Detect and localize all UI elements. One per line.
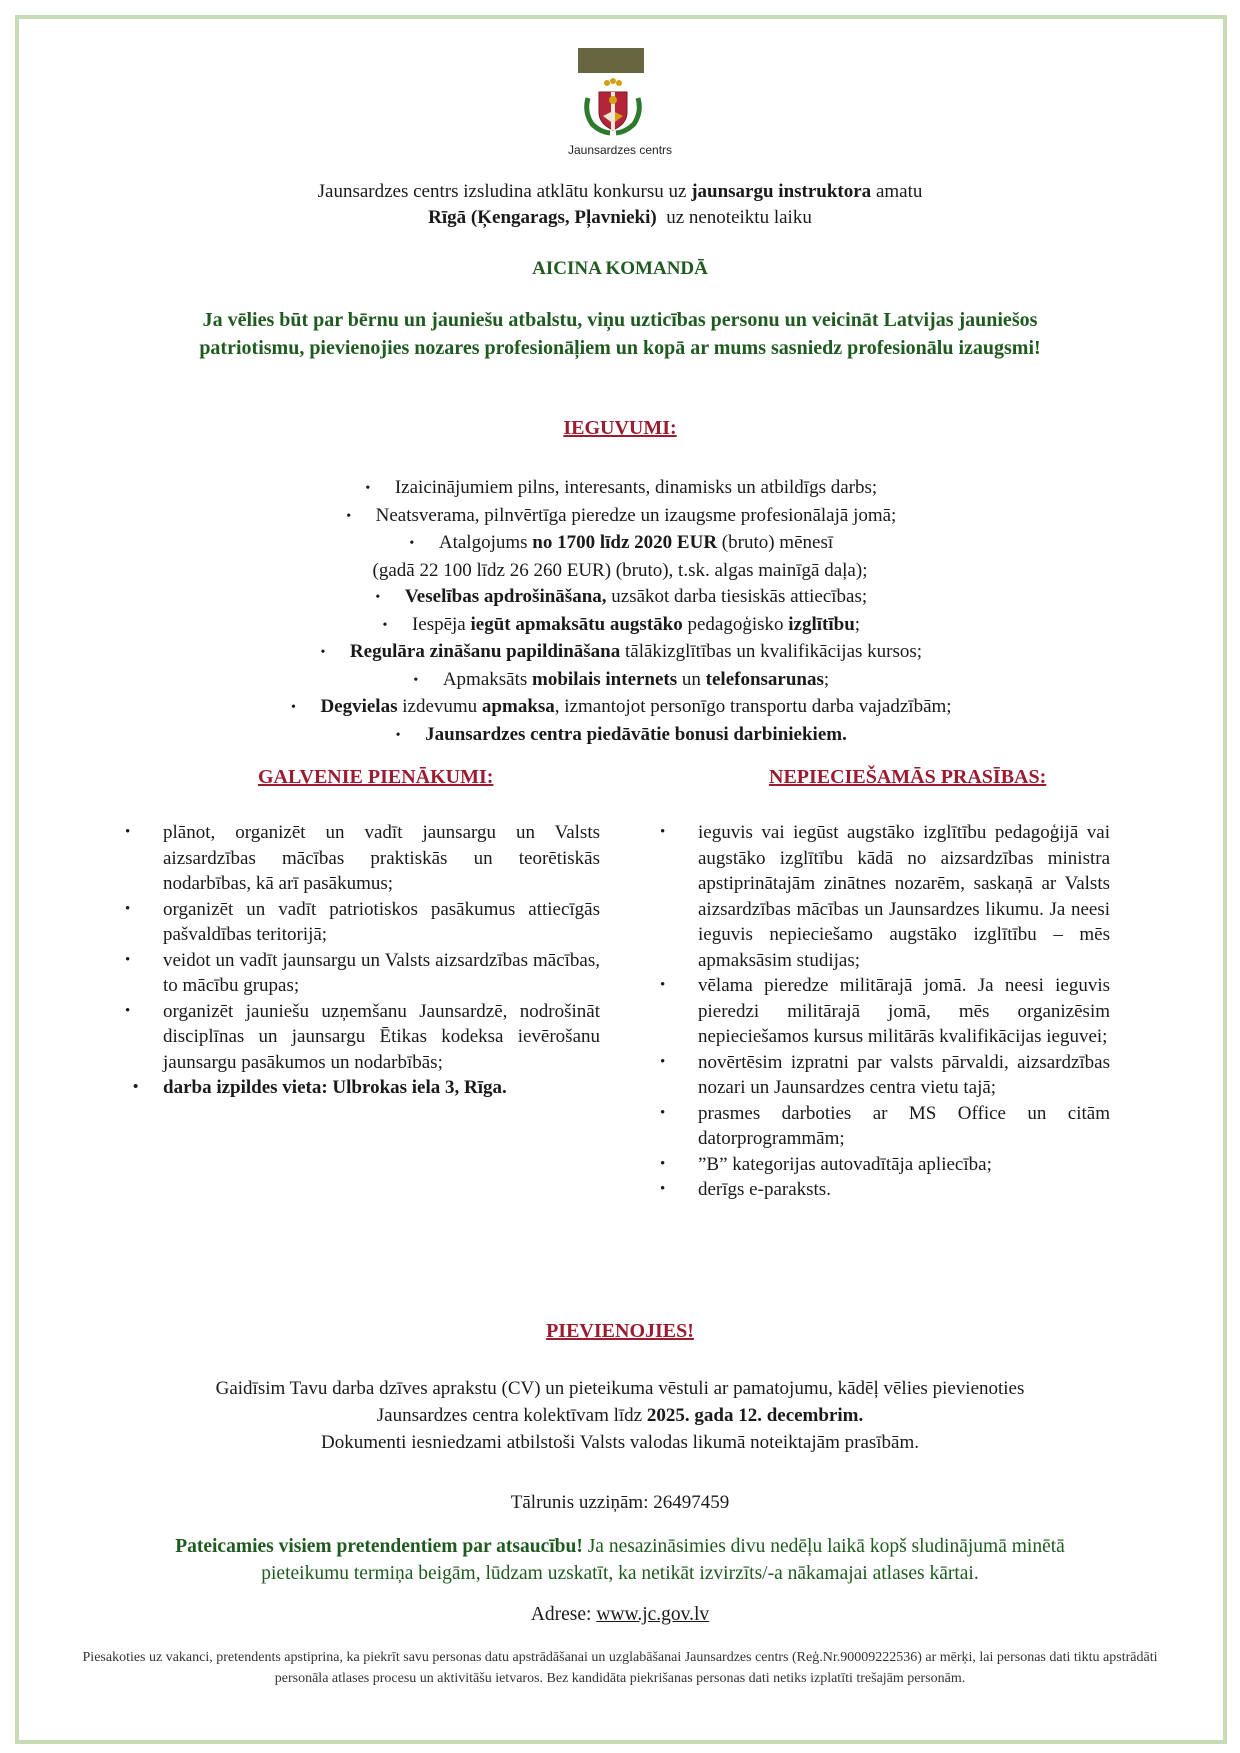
benefit-bold: telefonsarunas xyxy=(705,668,824,690)
list-item: • organizēt jauniešu uzņemšanu Jaunsardzē, nodrošināt disciplīnas un jaunsargu Ētikas kodeksa ievērošanu jaunsargu pasākumos un nodarbībās; xyxy=(125,999,600,1076)
benefit-bold: Veselības apdrošināšana, xyxy=(404,586,607,607)
benefit-bold: izglītību xyxy=(788,613,855,635)
list-item: • Regulāra zināšanu papildināšana tālākizglītības un kvalifikācijas kursos; xyxy=(320,641,923,662)
benefit-text: Neatsverama, pilnvērtīga pieredze un izaugsme profesionālajā jomā; xyxy=(375,504,897,526)
list-item: • novērtēsim izpratni par valsts pārvaldi, aizsardzības nozari un Jaunsardzes centra vietu tajā; xyxy=(660,1050,1110,1101)
intro-line1-post: amatu xyxy=(875,181,923,202)
duties-title: GALVENIE PIENĀKUMI: xyxy=(258,766,494,788)
position-title: jaunsargu instruktora xyxy=(691,181,872,202)
phone-label: Tālrunis uzziņām: xyxy=(510,1492,649,1513)
logo-color-bar xyxy=(578,48,644,73)
list-item: • Izaicinājumiem pilns, interesants, dinamisks un atbildīgs darbs; xyxy=(365,477,878,498)
location: Rīgā (Ķengarags, Pļavnieki) xyxy=(428,207,657,228)
benefit-text: ; xyxy=(854,613,861,635)
join-title: PIEVIENOJIES! xyxy=(546,1320,694,1342)
intro-line-2 xyxy=(0,205,1240,231)
deadline-pre: Jaunsardzes centra kolektīvam līdz xyxy=(376,1405,643,1426)
phone-number[interactable]: 26497459 xyxy=(653,1492,730,1513)
intro-line-1 xyxy=(0,179,1240,205)
thanks-line-2: pieteikumu termiņa beigām, lūdzam uzskatīt, ka netikāt izvirzīts/-a nākamajai atlases kārtai. xyxy=(261,1563,979,1584)
list-item: • organizēt un vadīt patriotiskos pasākumus attiecīgās pašvaldības teritorijā; xyxy=(125,897,600,948)
tagline-line-2: patriotismu, pievienojies nozares profesionāļiem un kopā ar mums sasniedz profesionālu izaugsmi! xyxy=(199,337,1041,359)
benefit-text: Iespēja xyxy=(411,613,466,635)
benefit-text: (bruto) mēnesī xyxy=(721,532,834,553)
benefit-bold: iegūt apmaksātu augstāko xyxy=(470,613,683,635)
tagline-line-1: Ja vēlies būt par bērnu un jauniešu atbalstu, viņu uzticības personu un veicināt Latvijas jauniešos xyxy=(202,309,1038,331)
list-item: • Atalgojums no 1700 līdz 2020 EUR (bruto) mēnesī xyxy=(409,532,834,553)
phone-line xyxy=(0,1489,1240,1516)
application-line-3: Dokumenti iesniedzami atbilstoši Valsts valodas likumā noteiktajām prasībām. xyxy=(320,1432,920,1453)
list-item: • prasmes darboties ar MS Office un citām datorprogrammām; xyxy=(660,1101,1110,1152)
benefits-title: IEGUVUMI: xyxy=(563,417,677,439)
list-item: • Apmaksāts mobilais internets un telefonsarunas; xyxy=(413,668,830,690)
benefit-text: pedagoģisko xyxy=(687,613,784,635)
list-item: • Neatsverama, pilnvērtīga pieredze un izaugsme profesionālajā jomā; xyxy=(346,504,897,526)
thanks-bold: Pateicamies visiem pretendentiem par atsaucību! xyxy=(175,1536,583,1557)
intro-line2-post: uz nenoteiktu laiku xyxy=(666,207,812,228)
benefit-text: izdevumu xyxy=(402,696,478,717)
application-line-1: Gaidīsim Tavu darba dzīves aprakstu (CV) un pieteikuma vēstuli ar pamatojumu, kādēļ vēlies pievienoties xyxy=(215,1378,1025,1399)
list-item: • Iespēja iegūt apmaksātu augstāko pedagoģisko izglītību; xyxy=(382,613,861,635)
thanks-text: Ja nesazināsimies divu nedēļu laikā kopš sludinājumā minētā xyxy=(587,1536,1065,1557)
benefit-text: Izaicinājumiem pilns, interesants, dinamisks un atbildīgs darbs; xyxy=(394,477,878,498)
requirements-list xyxy=(660,820,1110,1203)
list-item: • vēlama pieredze militārajā jomā. Ja neesi ieguvis pieredzi militārajā jomā, mēs organizēsim nepieciešamos kursus militārās kvalifikācijas ieguvei; xyxy=(660,973,1110,1050)
intro-text xyxy=(0,179,1240,231)
invite-heading: AICINA KOMANDĀ xyxy=(532,258,708,279)
benefit-text: Apmaksāts xyxy=(442,668,528,690)
benefit-bold: apmaksa xyxy=(481,696,555,717)
intro-line1-pre: Jaunsardzes centrs izsludina atklātu konkursu uz xyxy=(317,181,687,202)
tagline xyxy=(0,306,1240,362)
benefit-bold: Regulāra zināšanu papildināšana xyxy=(349,641,621,662)
list-item: • plānot, organizēt un vadīt jaunsargu un Valsts aizsardzības mācības praktiskās un teorētiskās nodarbības, kā arī pasākumus; xyxy=(125,820,600,897)
workplace-item: • darba izpildes vieta: Ulbrokas iela 3, Rīga. xyxy=(133,1075,600,1101)
salary-range: no 1700 līdz 2020 EUR xyxy=(532,532,718,553)
list-item: • ieguvis vai iegūst augstāko izglītību pedagoģijā vai augstāko izglītību kādā no aizsardzības ministra apstiprinātajām zinātnes nozarēm, saskaņā ar Valsts aizsardzības mācības un Jaunsardzes likumu. Ja neesi ieguvis nepieciešamo augstāko izglītību – mēs apmaksāsim studijas; xyxy=(660,820,1110,973)
benefit-bold: Jaunsardzes centra piedāvātie bonusi darbiniekiem. xyxy=(425,723,847,745)
application-line-2 xyxy=(0,1402,1240,1429)
list-item-continuation xyxy=(0,558,1240,585)
thanks-line-1 xyxy=(0,1533,1240,1560)
list-item: • Jaunsardzes centra piedāvātie bonusi darbiniekiem. xyxy=(395,723,847,745)
benefit-text: , izmantojot personīgo transportu darba vajadzībām; xyxy=(554,696,952,717)
deadline-date: 2025. gada 12. decembrim. xyxy=(646,1405,864,1426)
benefit-text: uzsākot darba tiesiskās attiecības; xyxy=(611,586,868,607)
requirements-title: NEPIECIEŠAMĀS PRASĪBAS: xyxy=(769,766,1047,788)
thanks-note xyxy=(0,1533,1240,1587)
application-info xyxy=(0,1375,1240,1456)
privacy-footer: Piesakoties uz vakanci, pretendents apstiprina, ka piekrīt savu personas datu apstrādāšanai un uzglabāšanai Jaunsardzes centrs (Reģ.Nr.90009222536) ar mērķi, lai personas dati tiktu apstrādāti personāla atlases procesu un aktivitāšu ietvaros. Bez kandidāta piekrišanas personas dati netiks izplatīti trešajām personām. xyxy=(82,1650,1158,1686)
benefit-text: tālākizglītības un kvalifikācijas kursos; xyxy=(624,641,923,662)
address-label: Adrese: xyxy=(530,1604,592,1625)
benefit-text: Atalgojums xyxy=(438,532,528,553)
list-item: • Degvielas izdevumu apmaksa, izmantojot personīgo transportu darba vajadzībām; xyxy=(290,696,952,717)
logo-caption: Jaunsardzes centrs xyxy=(567,143,673,157)
list-item: • veidot un vadīt jaunsargu un Valsts aizsardzības mācības, to mācību grupas; xyxy=(125,948,600,999)
benefit-text: (gadā 22 100 līdz 26 260 EUR) (bruto), t.sk. algas mainīgā daļa); xyxy=(372,559,868,581)
address-line xyxy=(0,1601,1240,1628)
list-item: • Veselības apdrošināšana, uzsākot darba tiesiskās attiecības; xyxy=(375,586,868,607)
benefit-bold: mobilais internets xyxy=(532,668,678,690)
benefit-text: un xyxy=(681,668,701,690)
website-link[interactable]: www.jc.gov.lv xyxy=(596,1604,710,1625)
benefit-text: ; xyxy=(823,668,830,690)
list-item: • ”B” kategorijas autovadītāja apliecība; xyxy=(660,1152,1110,1178)
list-item: • derīgs e-paraksts. xyxy=(660,1177,1110,1203)
coat-of-arms-icon xyxy=(582,78,644,136)
duties-list xyxy=(125,820,600,1101)
benefit-bold: Degvielas xyxy=(320,696,398,717)
benefits-list xyxy=(0,475,1240,749)
